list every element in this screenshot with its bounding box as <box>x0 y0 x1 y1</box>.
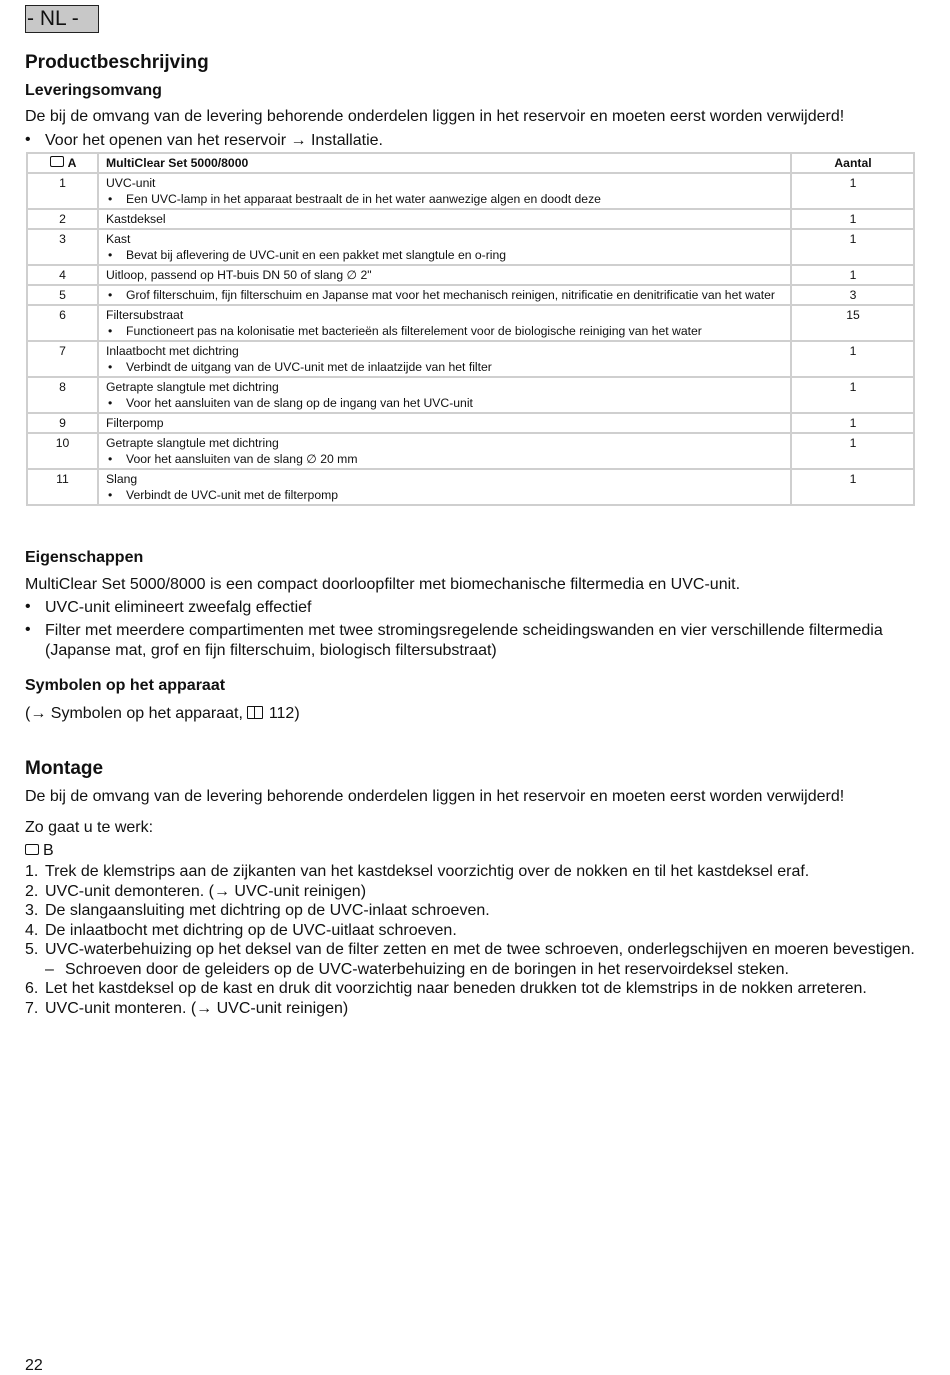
step-item <box>25 901 925 921</box>
properties-bullet <box>25 598 920 618</box>
row-name: Kastdeksel <box>106 212 166 226</box>
step-text: UVC-unit demonteren. (→ UVC-unit reinigen) <box>45 882 367 900</box>
row-quantity: 15 <box>791 305 914 341</box>
step-text: Schroeven door de geleiders op de UVC-waterbehuizing en de boringen in het reservoirdeksel steken. <box>65 960 789 978</box>
properties-bullet-text: Filter met meerdere compartimenten met twee stromingsregelende scheidingswanden en vier verschillende filtermedia (Japanse mat, grof en fijn filterschuim, biologisch filtersubstraat) <box>45 622 883 659</box>
properties-bullet-text: UVC-unit elimineert zweefalg effectief <box>45 599 312 616</box>
step-dash: – <box>45 960 54 978</box>
parts-table <box>26 152 915 506</box>
row-description <box>98 469 791 505</box>
table-row <box>27 173 914 209</box>
row-quantity: 1 <box>791 413 914 433</box>
montage-figure-ref <box>25 842 54 860</box>
row-note: • Voor het aansluiten van de slang ∅ 20 mm <box>106 451 784 467</box>
row-note: • Bevat bij aflevering de UVC-unit en een pakket met slangtule en o-ring <box>106 247 784 263</box>
properties-intro: MultiClear Set 5000/8000 is een compact doorloopfilter met biomechanische filtermedia en UVC-unit. <box>25 576 741 593</box>
row-quantity: 1 <box>791 173 914 209</box>
page-number: 22 <box>25 1357 43 1374</box>
header-figure-label: A <box>67 156 77 170</box>
section-heading-montage: Montage <box>25 758 104 779</box>
scope-bullet <box>25 131 920 151</box>
montage-howto: Zo gaat u te werk: <box>25 819 154 836</box>
table-row <box>27 433 914 469</box>
row-description <box>98 229 791 265</box>
step-number: 6. <box>25 980 39 997</box>
step-item <box>25 999 925 1019</box>
row-description <box>98 305 791 341</box>
step-number: 3. <box>25 902 39 919</box>
step-text: UVC-unit monteren. (→ UVC-unit reinigen) <box>45 999 349 1017</box>
table-row <box>27 469 914 505</box>
row-number: 8 <box>27 377 98 413</box>
symbols-reference <box>25 705 300 723</box>
row-description <box>98 377 791 413</box>
row-quantity: 1 <box>791 229 914 265</box>
step-number: 7. <box>25 999 39 1017</box>
row-name: Filterpomp <box>106 416 164 430</box>
header-name: MultiClear Set 5000/8000 <box>98 153 791 173</box>
row-note: • Functioneert pas na kolonisatie met bacterieën als filterelement voor de biologische reiniging van het water <box>106 323 784 339</box>
bullet-icon: • <box>25 131 31 148</box>
step-item <box>25 882 925 902</box>
row-number: 10 <box>27 433 98 469</box>
subheading-properties: Eigenschappen <box>25 549 144 566</box>
row-number: 2 <box>27 209 98 229</box>
row-quantity: 1 <box>791 469 914 505</box>
row-description <box>98 265 791 285</box>
figure-box-icon <box>50 156 64 167</box>
scope-text: De bij de omvang van de levering behorende onderdelen liggen in het reservoir en moeten eerst worden verwijderd! <box>25 108 845 125</box>
row-name: Getrapte slangtule met dichtring <box>106 436 279 450</box>
row-quantity: 1 <box>791 265 914 285</box>
row-number: 6 <box>27 305 98 341</box>
step-number: 5. <box>25 941 39 958</box>
row-name: Getrapte slangtule met dichtring <box>106 380 279 394</box>
language-tag: - NL - <box>25 5 99 33</box>
row-number: 4 <box>27 265 98 285</box>
step-text: UVC-waterbehuizing op het deksel van de filter zetten en met de twee schroeven, onderlegschijven en moeren bevestigen. <box>45 941 915 958</box>
scope-bullet-text: Voor het openen van het reservoir → Installatie. <box>45 132 383 149</box>
row-number: 7 <box>27 341 98 377</box>
step-item <box>25 979 925 999</box>
row-description <box>98 173 791 209</box>
row-quantity: 1 <box>791 377 914 413</box>
step-text: Trek de klemstrips aan de zijkanten van het kastdeksel voorzichtig over de nokken en til het kastdeksel eraf. <box>45 863 810 880</box>
table-row <box>27 209 914 229</box>
step-number: 1. <box>25 863 39 880</box>
montage-intro: De bij de omvang van de levering behorende onderdelen liggen in het reservoir en moeten eerst worden verwijderd! <box>25 788 845 805</box>
row-number: 3 <box>27 229 98 265</box>
row-description <box>98 433 791 469</box>
figure-ref-label: B <box>43 842 54 859</box>
table-row <box>27 377 914 413</box>
row-note: • Een UVC-lamp in het apparaat bestraalt de in het water aanwezige algen en doodt deze <box>106 191 784 207</box>
step-subitem <box>25 960 925 980</box>
row-name: Filtersubstraat <box>106 308 184 322</box>
step-item <box>25 862 925 882</box>
symbols-reference-text: (→ Symbolen op het apparaat, <box>25 705 243 722</box>
row-number: 9 <box>27 413 98 433</box>
row-description <box>98 285 791 305</box>
row-description <box>98 209 791 229</box>
row-number: 1 <box>27 173 98 209</box>
step-text: De slangaansluiting met dichtring op de UVC-inlaat schroeven. <box>45 902 490 919</box>
row-number: 5 <box>27 285 98 305</box>
table-row <box>27 265 914 285</box>
subheading-scope: Leveringsomvang <box>25 82 162 99</box>
table-row <box>27 305 914 341</box>
table-row <box>27 285 914 305</box>
table-row <box>27 413 914 433</box>
row-note: • Voor het aansluiten van de slang op de ingang van het UVC-unit <box>106 395 784 411</box>
section-heading-product: Productbeschrijving <box>25 52 209 73</box>
step-item <box>25 921 925 941</box>
row-name: UVC-unit <box>106 176 156 190</box>
row-quantity: 1 <box>791 209 914 229</box>
bullet-icon: • <box>25 598 31 615</box>
row-note: • Verbindt de uitgang van de UVC-unit met de inlaatzijde van het filter <box>106 359 784 375</box>
step-item <box>25 940 925 960</box>
header-figure <box>27 153 98 173</box>
row-name: Uitloop, passend op HT-buis DN 50 of slang ∅ 2" <box>106 268 372 282</box>
step-number: 2. <box>25 882 39 900</box>
step-text: Let het kastdeksel op de kast en druk dit voorzichtig naar beneden drukken tot de klemstrips in de nokken arreteren. <box>45 980 867 997</box>
figure-box-icon <box>25 844 39 855</box>
row-name: Inlaatbocht met dichtring <box>106 344 239 358</box>
row-name: Slang <box>106 472 138 486</box>
table-row <box>27 229 914 265</box>
step-number: 4. <box>25 921 39 939</box>
bullet-icon: • <box>25 621 31 638</box>
book-icon <box>247 706 263 719</box>
properties-bullet <box>25 621 920 661</box>
table-row <box>27 341 914 377</box>
row-quantity: 3 <box>791 285 914 305</box>
row-name: Kast <box>106 232 131 246</box>
row-number: 11 <box>27 469 98 505</box>
row-description <box>98 341 791 377</box>
table-body <box>27 173 914 505</box>
row-note: • Verbindt de UVC-unit met de filterpomp <box>106 487 784 503</box>
row-quantity: 1 <box>791 433 914 469</box>
table-header-row <box>27 153 914 173</box>
row-description <box>98 413 791 433</box>
step-text: De inlaatbocht met dichtring op de UVC-uitlaat schroeven. <box>45 921 457 939</box>
header-quantity: Aantal <box>791 153 914 173</box>
symbols-reference-page: 112) <box>268 705 300 722</box>
row-note: • Grof filterschuim, fijn filterschuim en Japanse mat voor het mechanisch reinigen, nitrificatie en denitrificatie van het water <box>106 287 784 303</box>
row-quantity: 1 <box>791 341 914 377</box>
montage-steps <box>25 862 925 1018</box>
subheading-symbols: Symbolen op het apparaat <box>25 677 226 694</box>
